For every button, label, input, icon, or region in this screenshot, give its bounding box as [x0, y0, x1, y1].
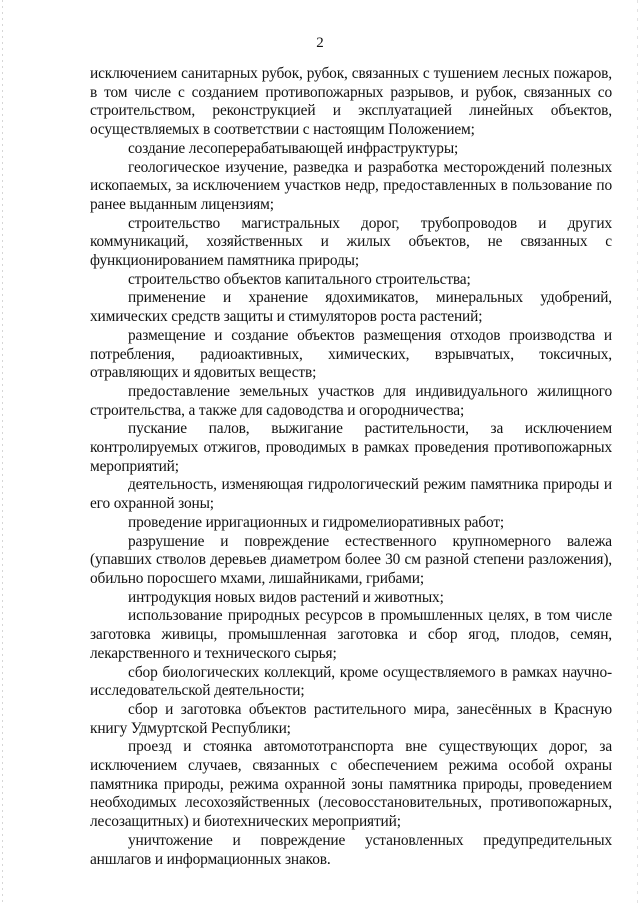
paragraph-item: сбор биологических коллекций, кроме осуществляемого в рамках научно-исследовательской деятельности; — [90, 663, 612, 700]
paragraph-item: строительство магистральных дорог, трубопроводов и других коммуникаций, хозяйственных и жилых объектов, не связанных с функционированием памятника природы; — [90, 214, 612, 270]
paragraph-item: создание лесоперерабатывающей инфраструктуры; — [128, 139, 459, 157]
page-number: 2 — [316, 35, 324, 51]
scan-edge-left — [2, 0, 3, 905]
paragraph-item: проезд и стоянка автомототранспорта вне существующих дорог, за исключением случаев, связанных с обеспечением режима особой охраны памятника природы, режима охранной зоны памятника природы, проведением необходимых лесохозяйственных (лесовосстановительных, противопожарных, лесозащитных) и биотехнических мероприятий; — [90, 738, 612, 831]
paragraph-item: строительство объектов капитального строительства; — [128, 270, 471, 288]
paragraph-item: геологическое изучение, разведка и разработка месторождений полезных ископаемых, за исключением участков недр, предоставленных в пользование по ранее выданным лицензиям; — [90, 158, 612, 213]
paragraph-item: разрушение и повреждение естественного крупномерного валежа (упавших стволов деревьев диаметром более 30 см разной степени разложения), обильно поросшего мхами, лишайниками, грибами; — [90, 532, 612, 587]
paragraph-item: интродукция новых видов растений и животных; — [128, 588, 444, 606]
paragraph-continuation: исключением санитарных рубок, рубок, связанных с тушением лесных пожаров, в том числе с созданием противопожарных разрывов, и рубок, связанных со строительством, реконструкцией и эксплуатацией линейных объектов, осуществляемых в соответствии с настоящим Положением; — [90, 65, 612, 139]
paragraph-item: использование природных ресурсов в промышленных целях, в том числе заготовка живицы, промышленная заготовка и сбор ягод, плодов, семян, лекарственного и технического сырья; — [90, 607, 612, 662]
paragraph-item: применение и хранение ядохимикатов, минеральных удобрений, химических средств защиты и стимуляторов роста растений; — [90, 289, 612, 326]
paragraph-item: деятельность, изменяющая гидрологический режим памятника природы и его охранной зоны; — [90, 476, 612, 513]
document-body — [90, 65, 612, 869]
paragraph-item: предоставление земельных участков для индивидуального жилищного строительства, а также для садоводства и огородничества; — [90, 382, 612, 419]
scan-edge-right — [637, 0, 638, 905]
paragraph-item: проведение ирригационных и гидромелиоративных работ; — [128, 513, 505, 531]
paragraph-item: сбор и заготовка объектов растительного мира, занесённых в Красную книгу Удмуртской Республики; — [90, 700, 612, 737]
paragraph-item: уничтожение и повреждение установленных предупредительных аншлагов и информационных знаков. — [90, 831, 612, 868]
paragraph-item: размещение и создание объектов размещения отходов производства и потребления, радиоактивных, химических, взрывчатых, токсичных, отравляющих и ядовитых веществ; — [90, 326, 612, 382]
paragraph-item: пускание палов, выжигание растительности, за исключением контролируемых отжигов, проводимых в рамках проведения противопожарных мероприятий; — [90, 420, 612, 475]
